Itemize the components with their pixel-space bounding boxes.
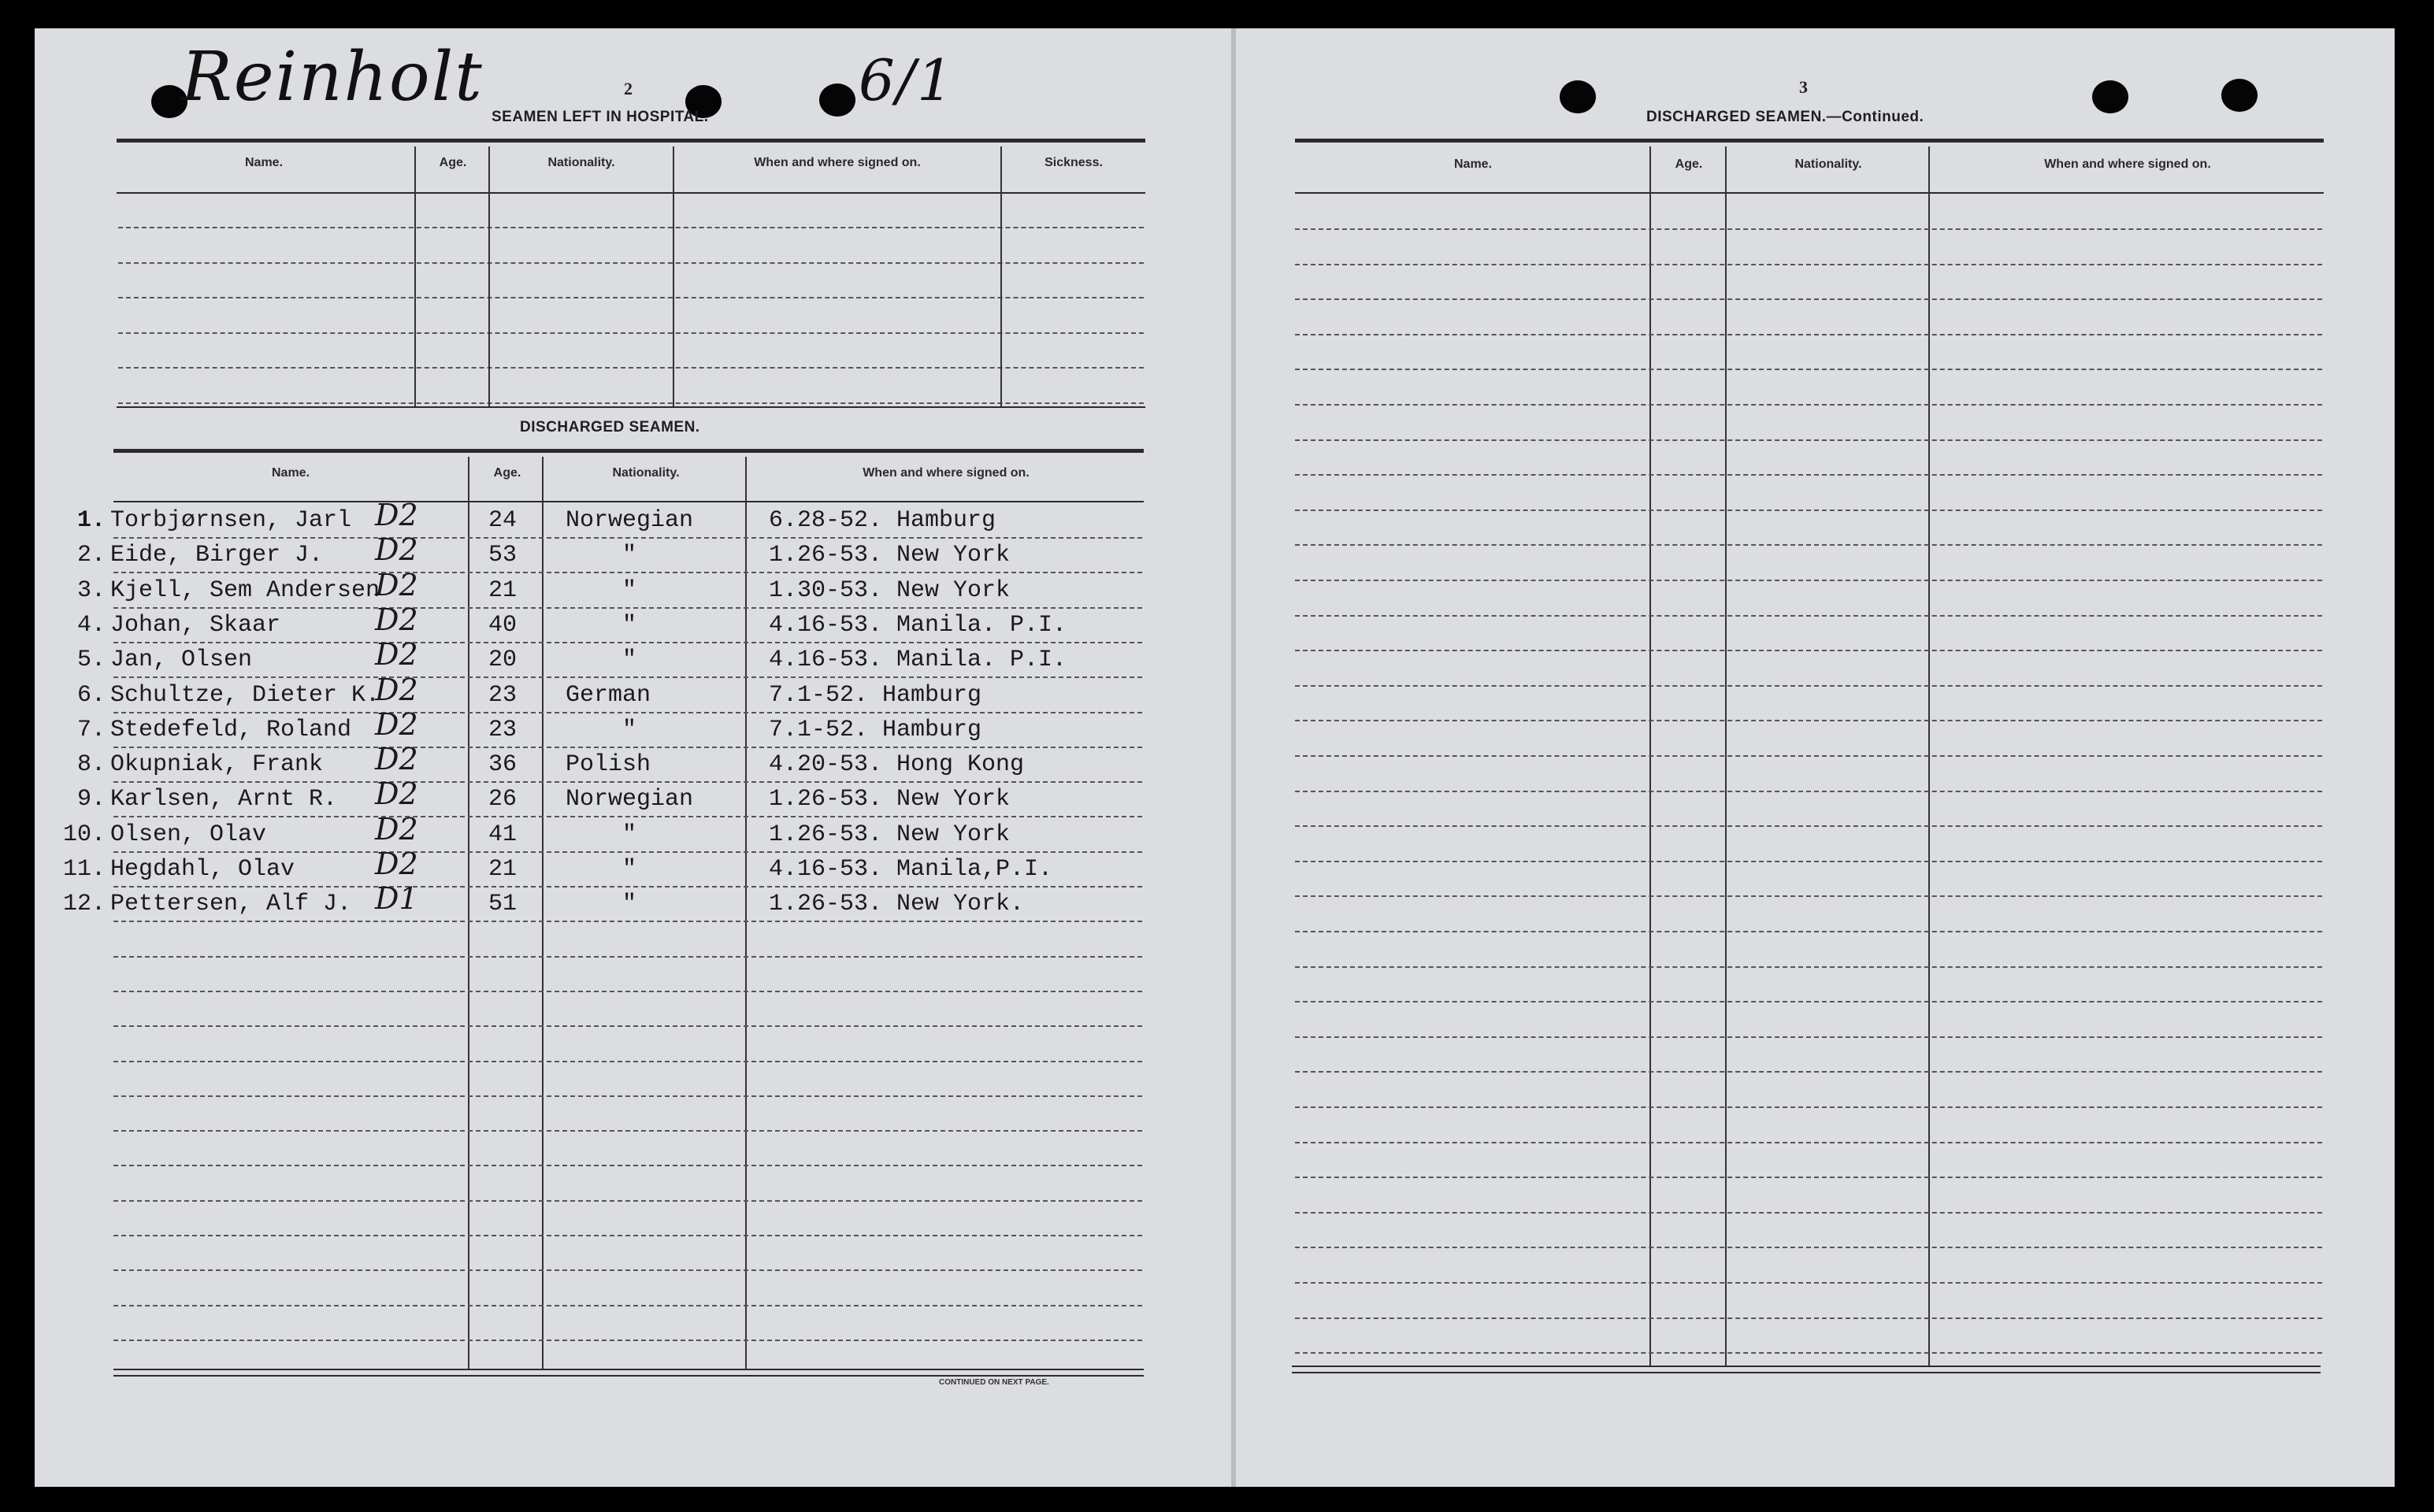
ruled-line (113, 781, 1142, 783)
ruled-line (113, 1340, 1142, 1341)
ruled-line (1295, 1282, 2322, 1284)
row-number: 5. (76, 647, 106, 674)
hospital-header-signed: When and where signed on. (754, 156, 921, 169)
ruled-line (1295, 1142, 2322, 1143)
discharge-mark: D2 (375, 742, 418, 777)
seaman-age: 40 (488, 611, 518, 639)
ruled-line (1295, 1071, 2322, 1073)
discharge-mark: D2 (375, 532, 418, 568)
row-number: 12. (62, 891, 106, 918)
hospital-header-nationality: Nationality. (547, 156, 615, 169)
ruled-line (1295, 615, 2322, 617)
ruled-line (1295, 264, 2322, 265)
seaman-name: Kjell, Sem Andersen (110, 576, 380, 604)
discharge-mark: D1 (375, 881, 418, 917)
row-number: 2. (76, 542, 106, 569)
seaman-age: 53 (488, 542, 518, 569)
ruled-line (1295, 580, 2322, 581)
ruled-line (113, 537, 1142, 539)
seaman-nationality: " (622, 891, 637, 918)
row-number: 11. (62, 856, 106, 883)
seaman-age: 51 (488, 891, 518, 918)
row-number: 10. (62, 821, 106, 848)
ruled-line (1295, 791, 2322, 792)
discharged-header-nationality: Nationality. (612, 466, 680, 480)
ruled-line (1295, 1106, 2322, 1108)
row-number: 9. (76, 786, 106, 813)
ruled-line (1295, 1247, 2322, 1248)
seaman-name: Karlsen, Arnt R. (110, 786, 338, 813)
discharge-mark: D2 (375, 602, 418, 637)
p3-header-name: Name. (1453, 158, 1493, 171)
continued-section-title: DISCHARGED SEAMEN.—Continued. (1646, 109, 1924, 125)
ruled-line (1295, 861, 2322, 862)
ruled-line (118, 297, 1144, 298)
row-number: 8. (76, 751, 106, 779)
discharge-mark: D2 (375, 706, 418, 742)
seaman-age: 26 (488, 786, 518, 813)
ruled-line (113, 1269, 1142, 1271)
seaman-name: Torbjørnsen, Jarl (110, 507, 352, 534)
signed-on: 7.1-52. Hamburg (769, 681, 982, 709)
row-number: 6. (76, 681, 106, 709)
ruled-line (1295, 1317, 2322, 1319)
seaman-age: 23 (488, 716, 518, 743)
seaman-nationality: Norwegian (566, 507, 694, 534)
seaman-nationality: " (622, 856, 637, 883)
page-fold (1231, 28, 1236, 1487)
ruled-line (1295, 1352, 2322, 1354)
seaman-name: Olsen, Olav (110, 821, 267, 848)
discharge-mark: D2 (375, 637, 418, 673)
seaman-age: 36 (488, 751, 518, 779)
ruled-line (113, 676, 1142, 678)
ruled-line (118, 332, 1144, 334)
ruled-line (1295, 825, 2322, 827)
ruled-line (113, 816, 1142, 817)
signed-on: 1.26-53. New York (769, 542, 1011, 569)
seaman-nationality: Norwegian (566, 786, 694, 813)
handwritten-note: 6/1 (859, 47, 955, 113)
discharge-mark: D2 (375, 847, 418, 881)
ruled-line (113, 1130, 1142, 1132)
ruled-line (1295, 1177, 2322, 1178)
p3-header-signed: When and where signed on. (2044, 158, 2211, 171)
seaman-name: Stedefeld, Roland (110, 716, 352, 743)
seaman-name: Eide, Birger J. (110, 542, 324, 569)
page-number: 2 (624, 79, 633, 98)
seaman-name: Jan, Olsen (110, 647, 253, 674)
hospital-section-title: SEAMEN LEFT IN HOSPITAL. (492, 109, 709, 125)
ruled-line (113, 956, 1142, 958)
punch-hole (819, 83, 855, 117)
seaman-nationality: " (622, 576, 637, 604)
seaman-nationality: Polish (566, 751, 651, 779)
hospital-header-name: Name. (244, 156, 284, 169)
ruled-line (113, 1025, 1142, 1027)
row-number: 3. (76, 576, 106, 604)
punch-hole (1560, 80, 1596, 113)
ruled-line (1295, 685, 2322, 687)
ruled-line (1295, 895, 2322, 897)
seaman-age: 24 (488, 507, 518, 534)
hospital-header-sickness: Sickness. (1044, 156, 1103, 169)
ruled-line (1295, 966, 2322, 968)
punch-hole (2221, 79, 2258, 112)
seaman-nationality: " (622, 821, 637, 848)
ruled-line (1295, 755, 2322, 757)
p3-header-age: Age. (1675, 158, 1703, 171)
ruled-line (118, 227, 1144, 228)
ruled-line (113, 1200, 1142, 1202)
ruled-line (113, 607, 1142, 609)
ruled-line (118, 262, 1144, 264)
discharged-header-signed: When and where signed on. (863, 466, 1030, 480)
discharged-section-title: DISCHARGED SEAMEN. (520, 419, 700, 435)
discharged-header-name: Name. (271, 466, 310, 480)
ruled-line (113, 921, 1142, 922)
ruled-line (1295, 228, 2322, 230)
seaman-nationality: " (622, 542, 637, 569)
ruled-line (1295, 931, 2322, 932)
ruled-line (1295, 544, 2322, 546)
seaman-name: Pettersen, Alf J. (110, 891, 352, 918)
seaman-nationality: German (566, 681, 651, 709)
ruled-line (118, 367, 1144, 369)
row-number: 7. (76, 716, 106, 743)
discharged-header-age: Age. (493, 466, 521, 480)
ruled-line (113, 886, 1142, 888)
signed-on: 4.16-53. Manila. P.I. (769, 611, 1067, 639)
row-number: 4. (76, 611, 106, 639)
seaman-nationality: " (622, 716, 637, 743)
ruled-line (1295, 439, 2322, 441)
ruled-line (1295, 1001, 2322, 1002)
punch-hole (2092, 80, 2128, 113)
ruled-line (1295, 1036, 2322, 1038)
ruled-line (1295, 720, 2322, 721)
seaman-name: Hegdahl, Olav (110, 856, 295, 883)
ruled-line (113, 1165, 1142, 1166)
signed-on: 7.1-52. Hamburg (769, 716, 982, 743)
ruled-line (113, 642, 1142, 643)
continued-note: CONTINUED ON NEXT PAGE. (939, 1378, 1049, 1387)
signed-on: 1.26-53. New York (769, 821, 1011, 848)
ruled-line (1295, 510, 2322, 511)
discharge-mark: D2 (375, 776, 418, 812)
seaman-age: 23 (488, 681, 518, 709)
seaman-name: Okupniak, Frank (110, 751, 324, 779)
seaman-age: 41 (488, 821, 518, 848)
discharge-mark: D2 (375, 567, 418, 602)
signed-on: 1.30-53. New York (769, 576, 1011, 604)
signed-on: 4.20-53. Hong Kong (769, 751, 1025, 779)
discharge-mark: D2 (375, 498, 418, 532)
seaman-age: 20 (488, 647, 518, 674)
ruled-line (118, 402, 1144, 404)
ruled-line (1295, 334, 2322, 335)
ruled-line (113, 1235, 1142, 1236)
signed-on: 1.26-53. New York. (769, 891, 1025, 918)
signed-on: 4.16-53. Manila,P.I. (769, 856, 1053, 883)
ruled-line (113, 572, 1142, 573)
hospital-header-age: Age. (439, 156, 467, 169)
ruled-line (1295, 1212, 2322, 1214)
seaman-nationality: " (622, 611, 637, 639)
ruled-line (1295, 369, 2322, 370)
signed-on: 4.16-53. Manila. P.I. (769, 647, 1067, 674)
seaman-name: Schultze, Dieter K. (110, 681, 380, 709)
discharge-mark: D2 (375, 811, 418, 847)
seaman-name: Johan, Skaar (110, 611, 281, 639)
ruled-line (1295, 474, 2322, 476)
seaman-age: 21 (488, 856, 518, 883)
ruled-line (1295, 298, 2322, 300)
seaman-nationality: " (622, 647, 637, 674)
signed-on: 6.28-52. Hamburg (769, 507, 996, 534)
ruled-line (113, 747, 1142, 748)
row-number: 1. (76, 507, 106, 534)
ruled-line (113, 1095, 1142, 1097)
ruled-line (1295, 650, 2322, 651)
ruled-line (113, 712, 1142, 713)
ruled-line (1295, 404, 2322, 406)
p3-header-nationality: Nationality. (1794, 158, 1862, 171)
ruled-line (113, 1305, 1142, 1306)
discharge-mark: D2 (375, 672, 418, 707)
ruled-line (113, 1061, 1142, 1062)
seaman-age: 21 (488, 576, 518, 604)
ruled-line (113, 851, 1142, 853)
ruled-line (113, 991, 1142, 992)
handwritten-name: Reinholt (181, 38, 484, 117)
signed-on: 1.26-53. New York (769, 786, 1011, 813)
page-number: 3 (1799, 77, 1808, 97)
